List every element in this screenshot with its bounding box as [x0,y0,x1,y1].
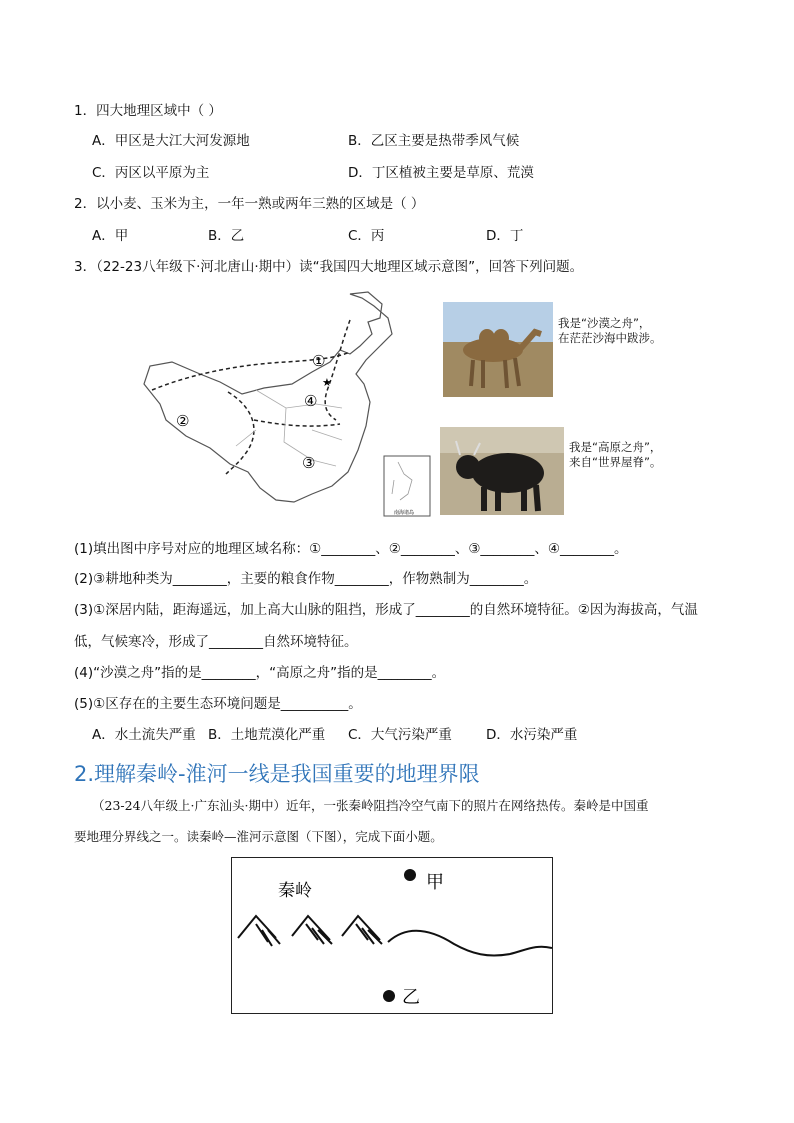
q3-sub5-option-c: C．大气污染严重 [348,727,452,743]
q2-option-b: B．乙 [208,228,245,244]
q3-sub5-option-a: A．水土流失严重 [92,727,196,743]
china-regions-map [136,290,436,520]
q1-option-c: C．丙区以平原为主 [92,165,210,181]
q3-sub1: (1)填出图中序号对应的地理区域名称：①________、②________、③________、④________。 [74,541,628,557]
q3-sub3-line2: 低，气候寒冷，形成了________自然环境特征。 [74,634,358,650]
huaihe-river [388,931,552,956]
q1-option-b: B．乙区主要是热带季风气候 [348,133,520,149]
q1-option-d: D．丁区植被主要是草原、荒漠 [348,165,534,181]
q3-sub5-option-d: D．水污染严重 [486,727,578,743]
region-boundary-west [226,392,254,474]
section-intro-line1: （23-24八年级上·广东汕头·期中）近年，一张秦岭阻挡冷空气南下的照片在网络热传。秦岭是中国重 [92,798,649,813]
q2-option-d: D．丁 [486,228,524,244]
fig-label-mountain: 秦岭 [278,881,312,901]
q1-stem: 1．四大地理区域中（ ） [74,103,222,119]
section-intro-line2: 要地理分界线之一。读秦岭—淮河示意图（下图），完成下面小题。 [74,829,443,844]
yak-caption-line1: 我是“高原之舟”， [569,440,662,454]
map-label-3: ③ [302,454,316,472]
yak-photo [440,427,564,515]
q3-stem: 3．（22-23八年级下·河北唐山·期中）读“我国四大地理区域示意图”，回答下列问题。 [74,259,584,275]
capital-star-icon: ★ [322,376,332,389]
q3-sub3-line1: (3)①深居内陆，距海遥远，加上高大山脉的阻挡，形成了________的自然环境特征。②因为海拔高，气温 [74,602,698,618]
fig-label-north: 甲 [426,872,444,893]
q3-sub4: (4)“沙漠之舟”指的是________，“高原之舟”指的是________。 [74,665,446,681]
mountain-icon [238,916,382,946]
point-south-marker [383,990,395,1002]
q3-sub2: (2)③耕地种类为________，主要的粮食作物________，作物熟制为________。 [74,571,538,587]
yak-caption-line2: 来自“世界屋脊”。 [569,455,662,469]
q2-stem: 2．以小麦、玉米为主，一年一熟或两年三熟的区域是（ ） [74,196,425,212]
map-label-2: ② [176,412,190,430]
qinling-huaihe-line [254,420,340,426]
camel-caption-line2: 在茫茫沙海中跋涉。 [558,331,662,345]
region-boundary-northeast [325,320,350,420]
camel-caption-line1: 我是“沙漠之舟”， [558,316,651,330]
map-label-4: ④ [304,392,318,410]
qinling-huaihe-figure [231,857,553,1014]
camel-photo [443,302,553,397]
fig-label-south: 乙 [402,987,420,1008]
q3-sub5-option-b: B．土地荒漠化严重 [208,727,326,743]
q1-option-a: A．甲区是大江大河发源地 [92,133,250,149]
province-lines [236,390,342,466]
south-china-sea-inset [384,456,430,516]
section-heading: 2.理解秦岭-淮河一线是我国重要的地理界限 [74,762,480,786]
q3-sub5: (5)①区存在的主要生态环境问题是__________。 [74,696,362,712]
q2-option-c: C．丙 [348,228,385,244]
point-north-marker [404,869,416,881]
map-label-1: ① [312,352,326,370]
q2-option-a: A．甲 [92,228,129,244]
inset-label: 南海诸岛 [394,510,415,516]
